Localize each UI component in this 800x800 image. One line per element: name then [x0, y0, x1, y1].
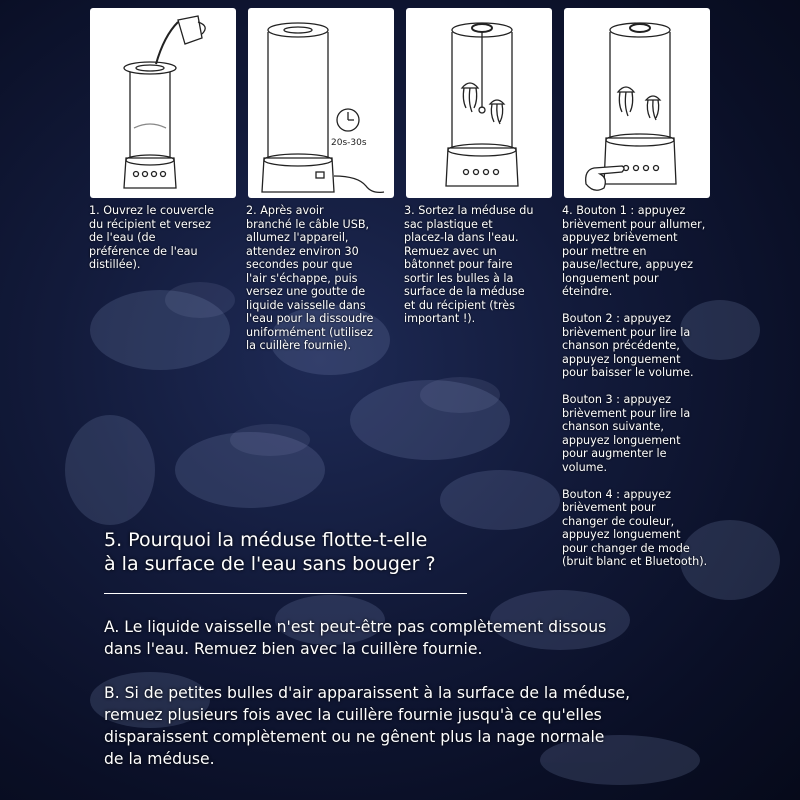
pointing-finger-icon — [586, 166, 624, 190]
timer-label: 20s-30s — [331, 138, 367, 148]
faq-answer-b: B. Si de petites bulles d'air apparaissent à la surface de la méduse, remuez plusieurs fois avec la cuillère fournie jusqu'à ce qu'elles disparaissent complètement ou ne gênent plus la nage normale de la méduse. — [104, 684, 631, 768]
step-1-text: 1. Ouvrez le couvercle du récipient et versez de l'eau (de préférence de l'eau distillée). — [89, 204, 215, 271]
faq-answer-a: A. Le liquide vaisselle n'est peut-être pas complètement dissous dans l'eau. Remuez bien avec la cuillère fournie. — [104, 618, 607, 658]
step-2-text: 2. Après avoir branché le câble USB, allumez l'appareil, attendez environ 30 secondes pour que l'air s'échappe, puis versez une goutte de liquide vaisselle dans l'eau pour la dissoudre uniformément (utilisez la cuillère fournie). — [246, 204, 374, 352]
step-4-text: 4. Bouton 1 : appuyez brièvement pour allumer, appuyez brièvement pour mettre en pause/lecture, appuyez longuement pour éteindre. Bouton 2 : appuyez brièvement pour lire la chanson précédente, appuyez longuement pour baisser le volume. Bouton 3 : appuyez brièvement pour lire la chanson suivante, appuyez longuement pour augmenter le volume. Bouton 4 : appuyez brièvement pour changer de couleur, appuyez longuement pour changer de mode (bruit blanc et Bluetooth). — [562, 204, 708, 568]
step-2-illustration — [248, 8, 394, 198]
step-3-text: 3. Sortez la méduse du sac plastique et placez-la dans l'eau. Remuez avec un bâtonnet pour faire sortir les bulles à la surface de la méduse et du récipient (très important !). — [404, 204, 534, 325]
jellyfish-icon — [618, 87, 634, 116]
pitcher-icon — [156, 16, 205, 64]
jellyfish-icon — [646, 96, 660, 120]
faq-question: 5. Pourquoi la méduse flotte-t-elle à la surface de l'eau sans bouger ? — [104, 529, 436, 575]
jellyfish-icon — [462, 83, 478, 112]
divider — [104, 593, 467, 594]
step-4-illustration — [564, 8, 710, 198]
jellyfish-icon — [490, 100, 504, 124]
step-3-illustration — [406, 8, 552, 198]
step-1-illustration — [90, 8, 236, 198]
clock-icon — [337, 109, 359, 131]
